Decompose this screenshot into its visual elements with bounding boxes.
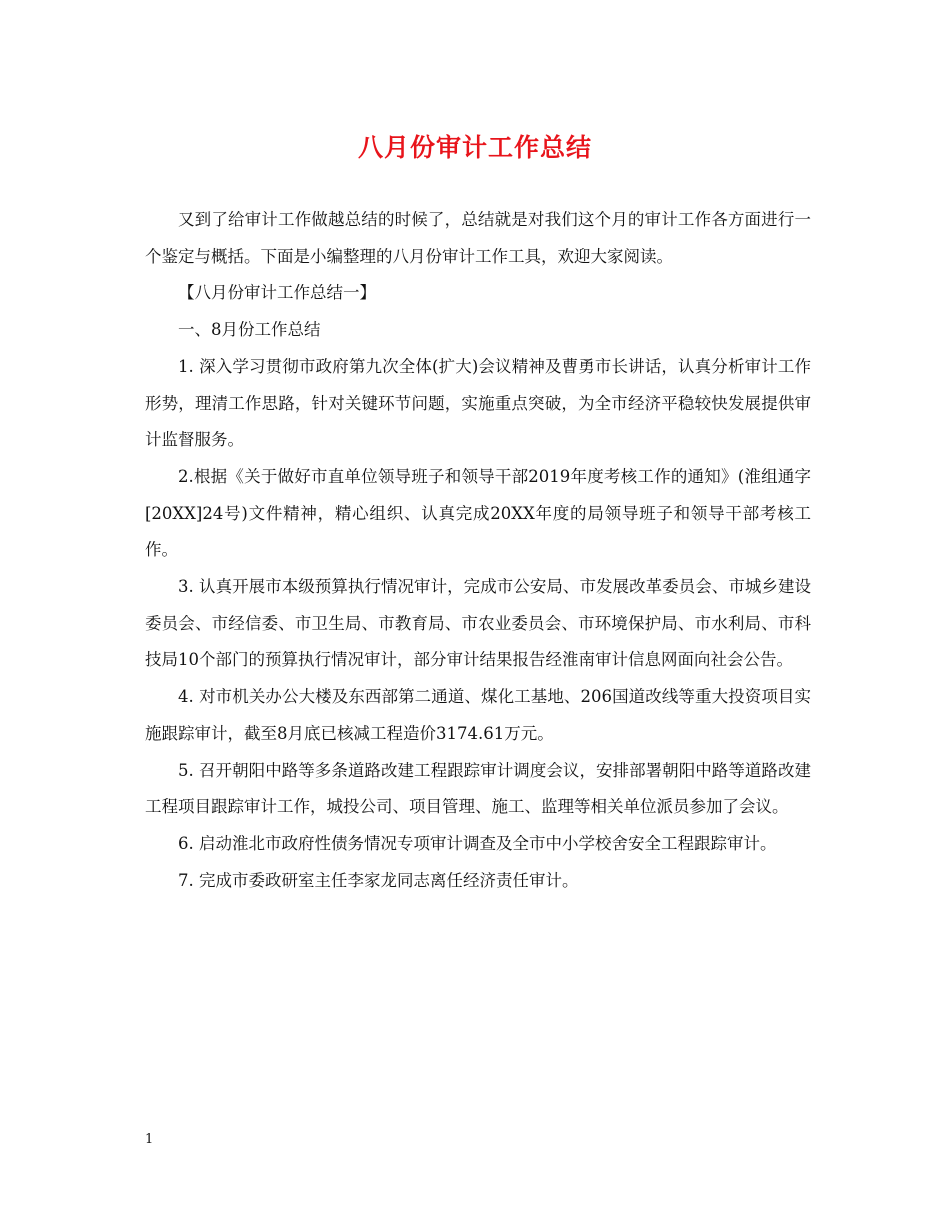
paragraph-item-7: 7. 完成市委政研室主任李家龙同志离任经济责任审计。: [178, 870, 579, 890]
paragraph-section-heading: 【八月份审计工作总结一】: [178, 283, 376, 303]
document-title: 八月份审计工作总结: [357, 133, 592, 162]
paragraph-item-2: 2.根据《关于做好市直单位领导班子和领导干部2019年度考核工作的通知》(淮组通字[20XX]24号)文件精神，精心组织、认真完成20XX年度的局领导班子和领导干部考核工作。: [145, 466, 811, 560]
paragraph-subheading: 一、8月份工作总结: [178, 320, 321, 340]
document-body: [145, 202, 811, 899]
page-number: 1: [145, 1132, 154, 1147]
paragraph-item-4: 4. 对市机关办公大楼及东西部第二通道、煤化工基地、206国道改线等重大投资项目实施跟踪审计，截至8月底已核减工程造价3174.61万元。: [145, 687, 811, 743]
paragraph-item-1: 1. 深入学习贯彻市政府第九次全体(扩大)会议精神及曹勇市长讲话，认真分析审计工作形势，理清工作思路，针对关键环节问题，实施重点突破，为全市经济平稳较快发展提供审计监督服务。: [145, 356, 811, 450]
paragraph-item-5: 5. 召开朝阳中路等多条道路改建工程跟踪审计调度会议，安排部署朝阳中路等道路改建工程项目跟踪审计工作，城投公司、项目管理、施工、监理等相关单位派员参加了会议。: [145, 760, 811, 817]
paragraph-intro: 又到了给审计工作做越总结的时候了，总结就是对我们这个月的审计工作各方面进行一个鉴定与概括。下面是小编整理的八月份审计工作工具，欢迎大家阅读。: [145, 210, 811, 266]
paragraph-item-3: 3. 认真开展市本级预算执行情况审计，完成市公安局、市发展改革委员会、市城乡建设委员会、市经信委、市卫生局、市教育局、市农业委员会、市环境保护局、市水利局、市科技局10个部门的预算执行情况审计，部分审计结果报告经淮南审计信息网面向社会公告。: [145, 577, 811, 670]
paragraph-item-6: 6. 启动淮北市政府性债务情况专项审计调查及全市中小学校舍安全工程跟踪审计。: [178, 833, 777, 853]
